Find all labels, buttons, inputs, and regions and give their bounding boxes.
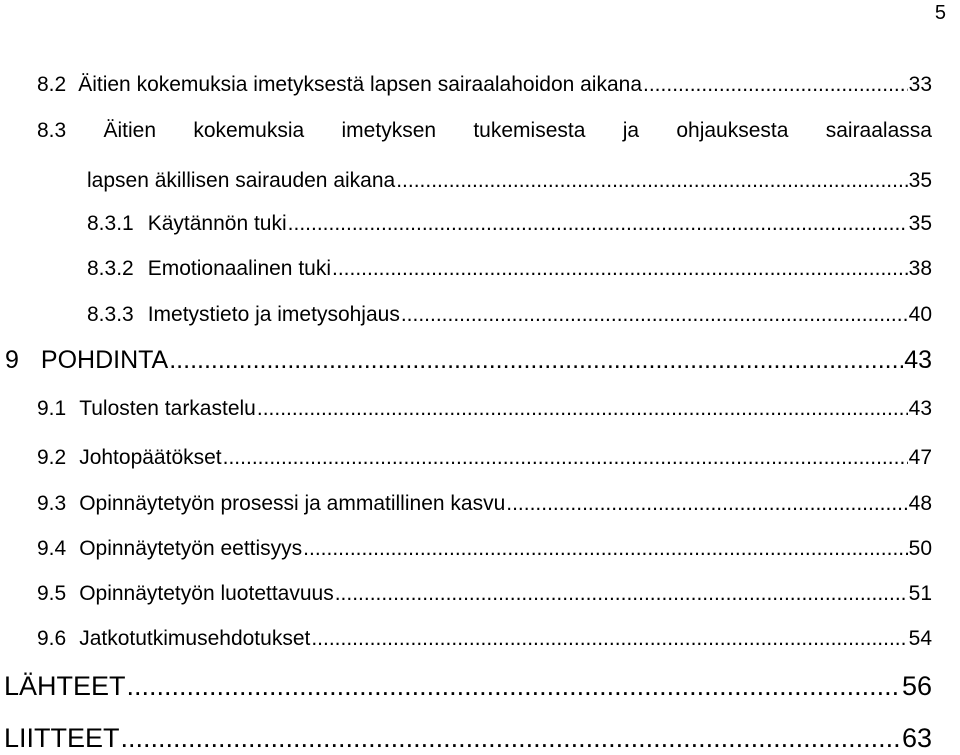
toc-leader [396, 169, 907, 193]
toc-entry-liitteet[interactable] [4, 723, 932, 754]
toc-title: lapsen äkillisen sairauden aikana [87, 169, 396, 192]
toc-page: 43 [908, 397, 932, 420]
toc-leader [288, 212, 908, 236]
toc-number: 9.2 [37, 446, 67, 469]
toc-page: 50 [908, 537, 932, 560]
toc-entry-8-3-2[interactable] [87, 257, 932, 281]
toc-leader [335, 582, 908, 606]
toc-page: 38 [908, 257, 932, 280]
toc-word: ohjauksesta [676, 119, 789, 142]
toc-leader [311, 627, 907, 651]
toc-leader [121, 723, 901, 754]
toc-entry-9-4[interactable] [37, 537, 932, 561]
toc-page: 47 [908, 446, 932, 469]
toc-title: Imetystieto ja imetysohjaus [147, 303, 400, 326]
toc-title: Opinnäytetyön prosessi ja ammatillinen kasvu [79, 492, 506, 515]
toc-title: Jatkotutkimusehdotukset [79, 627, 311, 650]
toc-title: LÄHTEET [4, 671, 126, 701]
toc-leader [169, 346, 903, 375]
toc-title: Opinnäytetyön luotettavuus [79, 582, 334, 605]
toc-leader [506, 492, 907, 516]
toc-entry-9-5[interactable] [37, 582, 932, 606]
toc-page: 56 [901, 671, 932, 701]
toc-number: 8.2 [37, 73, 67, 96]
toc-leader [332, 257, 908, 281]
toc-leader [127, 671, 901, 702]
toc-entry-8-3-3[interactable] [87, 303, 932, 327]
toc-number: 9 [5, 346, 19, 374]
toc-number: 8.3.3 [87, 303, 134, 326]
toc-page: 43 [904, 346, 932, 374]
toc-page: 33 [908, 73, 932, 96]
toc-page: 51 [908, 582, 932, 605]
toc-leader [223, 446, 908, 470]
toc-entry-8-3-line1[interactable] [37, 119, 932, 143]
toc-leader [257, 397, 908, 421]
page-number: 5 [934, 2, 946, 24]
toc-entry-9[interactable] [5, 346, 932, 375]
toc-entry-8-3-1[interactable] [87, 212, 932, 236]
toc-page: 40 [908, 303, 932, 326]
toc-entry-8-2[interactable] [37, 73, 932, 97]
toc-entry-9-2[interactable] [37, 446, 932, 470]
toc-number: 9.6 [37, 627, 67, 650]
toc-entry-9-1[interactable] [37, 397, 932, 421]
toc-page: 48 [908, 492, 932, 515]
toc-leader [303, 537, 907, 561]
toc-page: 63 [901, 723, 932, 753]
toc-number: 8.3.2 [87, 257, 134, 280]
toc-page: 54 [908, 627, 932, 650]
toc-number: 9.3 [37, 492, 67, 515]
toc-entry-8-3-line2[interactable] [87, 169, 932, 193]
toc-word: Äitien [103, 119, 157, 142]
toc-word: kokemuksia [193, 119, 305, 142]
toc-page: 35 [908, 169, 932, 192]
toc-word: tukemisesta [473, 119, 586, 142]
toc-page: 35 [908, 212, 932, 235]
toc-word: imetyksen [341, 119, 437, 142]
toc-word: ja [622, 119, 640, 142]
toc-title: LIITTEET [4, 723, 120, 753]
toc-leader [401, 303, 908, 327]
toc-entry-lahteet[interactable] [4, 671, 932, 702]
toc-title: Äitien kokemuksia imetyksestä lapsen sairaalahoidon aikana [78, 73, 643, 96]
toc-title: POHDINTA [40, 346, 169, 374]
toc-title: Opinnäytetyön eettisyys [79, 537, 303, 560]
toc-title: Johtopäätökset [79, 446, 222, 469]
toc-entry-9-6[interactable] [37, 627, 932, 651]
toc-leader [643, 73, 908, 97]
toc-number: 9.5 [37, 582, 67, 605]
toc-number: 8.3.1 [87, 212, 134, 235]
toc-entry-9-3[interactable] [37, 492, 932, 516]
toc-title: Tulosten tarkastelu [79, 397, 256, 420]
toc-number: 8.3 [37, 119, 67, 142]
toc-title: Käytännön tuki [147, 212, 287, 235]
toc-title: Emotionaalinen tuki [147, 257, 331, 280]
toc-word: sairaalassa [825, 119, 932, 142]
toc-number: 9.1 [37, 397, 67, 420]
toc-number: 9.4 [37, 537, 67, 560]
